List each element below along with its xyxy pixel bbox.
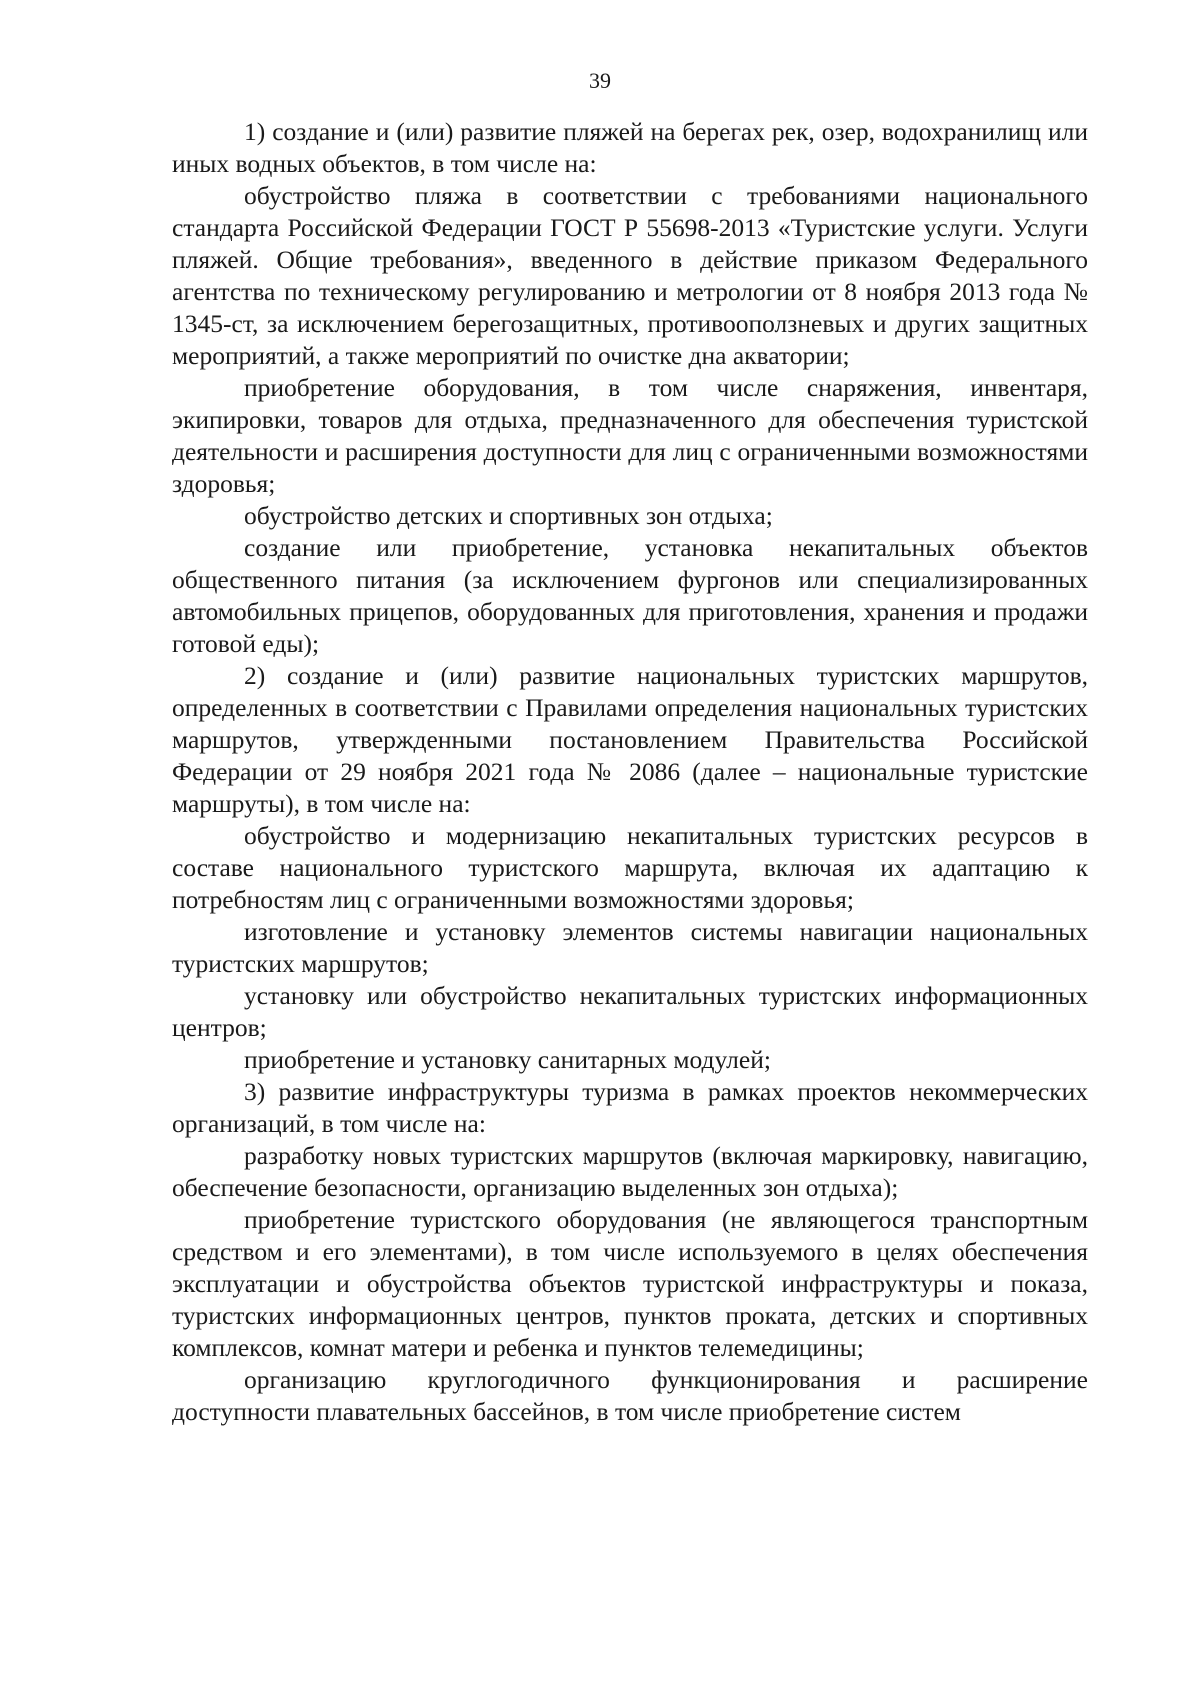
paragraph-14: организацию круглогодичного функционирования и расширение доступности плавательных бассейнов, в том числе приобретение систем [172,1365,1088,1426]
paragraph-12: разработку новых туристских маршрутов (включая маркировку, навигацию, обеспечение безопасности, организацию выделенных зон отдыха); [172,1141,1088,1202]
paragraph-3: приобретение оборудования, в том числе снаряжения, инвентаря, экипировки, товаров для отдыха, предназначенного для обеспечения туристской деятельности и расширения доступности для лиц с ограниченными возможностями здоровья; [172,373,1088,498]
page-number: 39 [589,68,611,93]
document-body [172,116,1088,1428]
paragraph-8: изготовление и установку элементов системы навигации национальных туристских маршрутов; [172,917,1088,978]
paragraph-11: 3) развитие инфраструктуры туризма в рамках проектов некоммерческих организаций, в том числе на: [172,1077,1088,1138]
paragraph-6: 2) создание и (или) развитие национальных туристских маршрутов, определенных в соответствии с Правилами определения национальных туристских маршрутов, утвержденными постановлением Правительства Российской Федерации от 29 ноября 2021 года № 2086 (далее – национальные туристские маршруты), в том числе на: [172,661,1088,818]
paragraph-4: обустройство детских и спортивных зон отдыха; [244,501,773,530]
paragraph-2: обустройство пляжа в соответствии с требованиями национального стандарта Российской Федерации ГОСТ Р 55698-2013 «Туристские услуги. Услуги пляжей. Общие требования», введенного в действие приказом Федерального агентства по техническому регулированию и метрологии от 8 ноября 2013 года № 1345-ст, за исключением берегозащитных, противооползневых и других защитных мероприятий, а также мероприятий по очистке дна акватории; [172,181,1088,370]
paragraph-9: установку или обустройство некапитальных туристских информационных центров; [172,981,1088,1042]
paragraph-5: создание или приобретение, установка некапитальных объектов общественного питания (за исключением фургонов или специализированных автомобильных прицепов, оборудованных для приготовления, хранения и продажи готовой еды); [172,533,1088,658]
paragraph-13: приобретение туристского оборудования (не являющегося транспортным средством и его элементами), в том числе используемого в целях обеспечения эксплуатации и обустройства объектов туристской инфраструктуры и показа, туристских информационных центров, пунктов проката, детских и спортивных комплексов, комнат матери и ребенка и пунктов телемедицины; [172,1205,1088,1362]
paragraph-10: приобретение и установку санитарных модулей; [244,1045,771,1074]
paragraph-1: 1) создание и (или) развитие пляжей на берегах рек, озер, водохранилищ или иных водных объектов, в том числе на: [172,117,1088,178]
paragraph-7: обустройство и модернизацию некапитальных туристских ресурсов в составе национального туристского маршрута, включая их адаптацию к потребностям лиц с ограниченными возможностями здоровья; [172,821,1088,914]
